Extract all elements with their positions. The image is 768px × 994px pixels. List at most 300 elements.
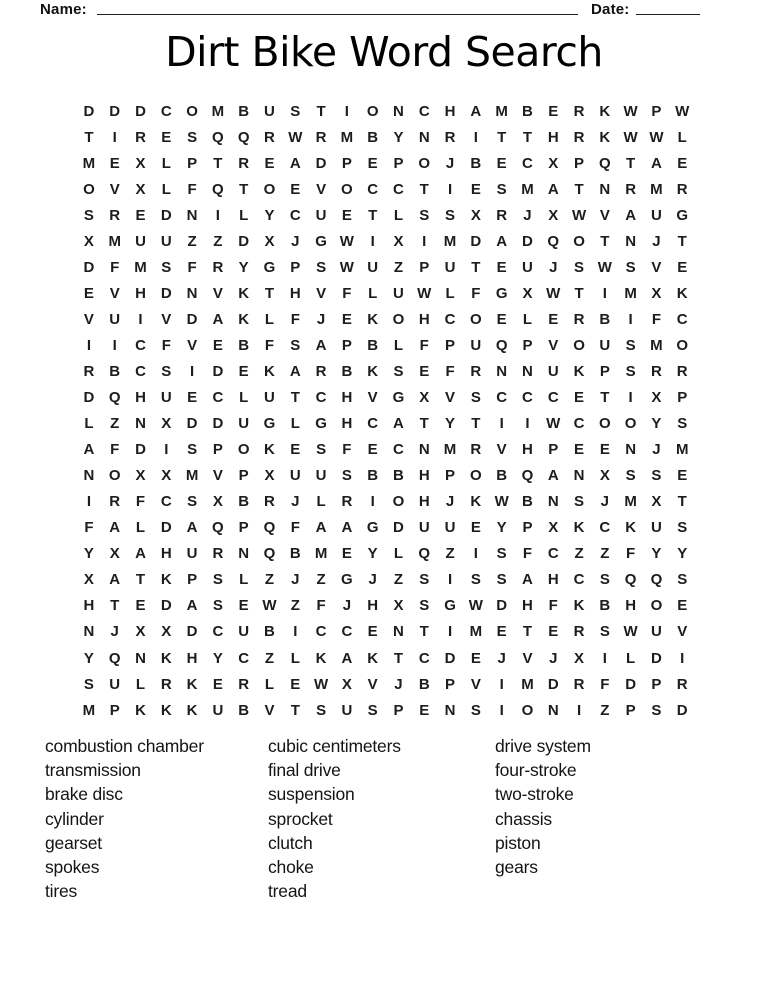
grid-letter: V [367,389,378,407]
grid-letter: H [522,597,533,615]
grid-letter: Q [237,128,250,146]
grid-letter: Z [600,545,610,563]
grid-letter: J [316,310,326,328]
grid-letter: J [549,258,558,276]
grid-letter: R [238,154,250,172]
grid-letter: E [367,441,378,459]
grid-letter: I [293,623,298,641]
grid-letter: J [342,597,352,615]
word-list-item: final drive [268,760,341,781]
grid-letter: M [495,102,508,120]
grid-letter: S [599,571,610,589]
grid-letter: T [677,232,687,250]
grid-letter: B [238,493,250,511]
grid-letter: T [677,493,687,511]
grid-letter: E [496,623,507,641]
grid-letter: D [212,415,224,433]
grid-letter: E [264,154,275,172]
grid-letter: P [651,102,662,120]
grid-letter: Z [213,232,223,250]
grid-letter: A [547,180,559,198]
grid-letter: R [109,493,121,511]
grid-letter: U [418,519,430,537]
grid-letter: U [470,336,482,354]
grid-letter: D [470,232,482,250]
grid-letter: U [109,310,121,328]
grid-letter: X [548,154,559,172]
grid-letter: A [186,597,198,615]
grid-letter: R [625,180,637,198]
grid-letter: Y [264,206,275,224]
word-list-item: transmission [45,760,141,781]
grid-letter: Z [393,258,404,276]
grid-letter: A [547,467,559,485]
grid-letter: X [135,623,146,641]
grid-letter: O [83,180,95,198]
grid-letter: G [315,415,327,433]
grid-letter: L [264,310,275,328]
grid-letter: S [83,206,94,224]
grid-letter: U [238,623,250,641]
grid-letter: L [239,389,249,407]
grid-letter: K [599,128,611,146]
grid-letter: X [161,415,172,433]
grid-letter: T [574,180,584,198]
grid-letter: E [496,258,507,276]
grid-letter: S [677,519,688,537]
grid-letter: I [499,701,504,719]
grid-letter: O [470,467,482,485]
grid-letter: K [676,284,688,302]
word-list-item: piston [495,832,541,853]
grid-letter: O [573,336,585,354]
grid-letter: D [238,232,250,250]
grid-letter: U [264,389,275,407]
grid-letter: C [341,623,353,641]
grid-letter: H [341,389,353,407]
grid-letter: T [290,701,300,719]
grid-letter: P [625,701,636,719]
grid-letter: D [522,232,533,250]
grid-letter: S [574,258,585,276]
grid-letter: A [341,519,353,537]
grid-letter: Y [367,545,378,563]
grid-letter: R [160,675,172,693]
grid-letter: X [109,545,120,563]
grid-letter: H [289,284,301,302]
grid-letter: W [417,284,432,302]
grid-letter: K [160,571,172,589]
grid-letter: X [574,649,585,667]
grid-letter: C [212,389,224,407]
grid-letter: W [546,284,561,302]
grid-letter: E [677,154,688,172]
grid-letter: Q [212,128,224,146]
grid-letter: S [212,571,223,589]
grid-letter: N [238,545,250,563]
grid-letter: C [367,415,379,433]
grid-letter: X [393,597,404,615]
grid-letter: S [470,389,481,407]
grid-letter: W [675,102,690,120]
grid-letter: B [238,102,250,120]
grid-letter: I [602,649,607,667]
grid-letter: O [392,310,405,328]
grid-letter: E [238,597,249,615]
grid-letter: D [160,206,172,224]
grid-letter: S [187,441,198,459]
grid-letter: A [109,571,121,589]
grid-letter: J [394,675,403,693]
grid-letter: Z [574,545,584,563]
grid-letter: X [135,467,146,485]
grid-letter: S [625,258,636,276]
grid-letter: B [238,336,250,354]
grid-letter: L [626,649,636,667]
grid-letter: P [599,362,610,380]
grid-letter: M [82,154,96,172]
grid-letter: N [496,362,508,380]
grid-letter: I [499,675,504,693]
grid-letter: S [290,336,301,354]
grid-letter: I [86,493,91,511]
grid-letter: R [109,206,121,224]
grid-letter: I [628,310,633,328]
grid-letter: S [161,362,172,380]
grid-letter: E [83,284,94,302]
grid-letter: S [187,128,198,146]
grid-letter: C [676,310,688,328]
word-list-item: suspension [268,784,355,805]
grid-letter: L [239,206,249,224]
grid-letter: X [651,284,662,302]
grid-letter: A [109,519,121,537]
grid-letter: S [393,362,404,380]
grid-letter: C [573,415,585,433]
grid-letter: T [368,206,378,224]
grid-letter: P [238,519,249,537]
grid-letter: V [522,649,533,667]
grid-letter: U [522,258,533,276]
grid-letter: T [471,258,481,276]
grid-letter: L [264,675,275,693]
grid-letter: B [367,467,379,485]
grid-letter: S [677,415,688,433]
grid-letter: B [367,336,379,354]
grid-letter: H [341,415,353,433]
grid-letter: D [651,649,662,667]
grid-letter: A [186,519,198,537]
grid-letter: S [290,102,301,120]
grid-letter: D [109,102,121,120]
grid-letter: I [370,232,375,250]
grid-letter: H [444,102,456,120]
grid-letter: U [135,232,146,250]
grid-letter: E [367,154,378,172]
grid-letter: Q [547,232,560,250]
grid-letter: I [447,623,453,641]
grid-letter: T [600,389,610,407]
grid-letter: F [110,441,120,459]
grid-letter: V [677,623,688,641]
grid-letter: O [186,102,198,120]
grid-letter: T [290,389,300,407]
grid-letter: M [521,675,534,693]
grid-letter: E [212,336,223,354]
grid-letter: K [238,284,250,302]
grid-letter: U [315,467,327,485]
grid-letter: X [83,571,94,589]
grid-letter: H [522,441,533,459]
grid-letter: L [290,415,300,433]
grid-letter: V [187,336,198,354]
grid-letter: T [497,128,507,146]
grid-letter: T [419,415,429,433]
grid-letter: M [675,441,689,459]
word-list-item: gears [495,857,538,878]
grid-letter: O [418,154,431,172]
grid-letter: S [161,258,172,276]
grid-letter: X [264,467,275,485]
grid-letter: A [135,545,146,563]
grid-letter: V [83,310,94,328]
grid-letter: D [186,415,198,433]
grid-letter: E [574,441,585,459]
grid-letter: H [186,649,198,667]
grid-letter: C [573,571,585,589]
grid-letter: L [239,571,249,589]
grid-letter: M [624,493,637,511]
grid-letter: J [291,232,300,250]
grid-letter: Q [263,519,276,537]
grid-letter: E [677,467,688,485]
grid-letter: K [186,701,198,719]
grid-letter: W [494,493,509,511]
grid-letter: D [160,597,172,615]
grid-letter: U [651,519,662,537]
grid-letter: L [84,415,94,433]
grid-letter: I [86,336,91,354]
grid-letter: N [599,180,611,198]
grid-letter: A [289,154,301,172]
grid-letter: V [109,284,120,302]
grid-letter: C [135,336,146,354]
grid-letter: S [212,597,223,615]
word-list-item: brake disc [45,784,123,805]
grid-letter: B [264,623,275,641]
grid-letter: I [525,415,530,433]
grid-letter: T [522,128,533,146]
grid-letter: T [626,154,636,172]
grid-letter: N [393,102,404,120]
grid-letter: D [186,623,198,641]
grid-letter: D [315,154,327,172]
grid-letter: E [238,362,249,380]
grid-letter: O [676,336,689,354]
date-label: Date: [591,1,630,18]
grid-letter: K [160,649,172,667]
grid-letter: L [290,649,300,667]
grid-letter: P [445,467,456,485]
grid-letter: L [393,206,404,224]
grid-letter: X [161,623,172,641]
grid-letter: E [496,310,507,328]
grid-letter: D [186,310,198,328]
grid-letter: W [468,597,483,615]
grid-letter: N [83,623,95,641]
grid-letter: C [418,102,430,120]
grid-letter: F [187,258,197,276]
grid-letter: B [522,102,533,120]
grid-letter: C [367,180,379,198]
grid-letter: R [676,180,688,198]
grid-letter: Q [108,649,121,667]
grid-letter: B [599,597,611,615]
grid-letter: Y [83,649,94,667]
grid-letter: O [341,180,353,198]
grid-letter: K [367,362,379,380]
grid-letter: F [445,362,455,380]
grid-letter: N [522,362,533,380]
grid-letter: P [290,258,301,276]
grid-letter: E [419,362,430,380]
grid-letter: Q [650,571,663,589]
grid-letter: E [548,102,559,120]
grid-letter: Y [651,545,662,563]
grid-letter: W [623,623,638,641]
grid-letter: C [547,389,559,407]
grid-letter: R [470,441,482,459]
grid-letter: C [522,389,533,407]
grid-letter: Y [238,258,249,276]
grid-letter: M [134,258,147,276]
grid-letter: N [573,467,585,485]
grid-letter: Y [393,128,404,146]
grid-letter: E [135,206,146,224]
page-title: Dirt Bike Word Search [165,28,603,76]
grid-letter: X [548,206,559,224]
grid-letter: C [289,206,301,224]
grid-letter: I [138,310,143,328]
grid-letter: Q [495,336,508,354]
grid-letter: Q [212,180,224,198]
grid-letter: W [649,128,664,146]
word-list-item: chassis [495,808,552,829]
grid-letter: U [186,545,198,563]
grid-letter: S [419,206,430,224]
grid-letter: T [239,180,249,198]
grid-letter: L [522,310,533,328]
grid-letter: V [470,675,481,693]
grid-letter: B [522,493,533,511]
grid-letter: D [676,701,688,719]
grid-letter: R [83,362,95,380]
grid-letter: K [264,362,275,380]
grid-letter: B [289,545,301,563]
grid-letter: X [264,232,275,250]
grid-letter: P [445,675,456,693]
grid-letter: J [652,441,661,459]
word-list-item: clutch [268,832,313,853]
grid-letter: K [264,441,275,459]
date-fill-in-line[interactable] [636,2,700,15]
grid-letter: L [393,336,404,354]
grid-letter: F [419,336,429,354]
grid-letter: R [496,206,508,224]
grid-letter: F [110,258,120,276]
grid-letter: L [161,180,171,198]
grid-letter: M [521,180,534,198]
word-list-item: spokes [45,857,100,878]
grid-letter: X [470,206,481,224]
grid-letter: E [135,597,146,615]
grid-letter: E [187,389,198,407]
grid-letter: E [496,154,507,172]
grid-letter: J [549,649,558,667]
grid-letter: F [342,284,352,302]
grid-letter: P [445,336,456,354]
grid-letter: K [470,493,482,511]
grid-letter: A [470,102,482,120]
grid-letter: E [574,389,585,407]
grid-letter: X [341,675,352,693]
grid-letter: Q [263,545,276,563]
word-list-item: gearset [45,832,102,853]
grid-letter: F [626,545,636,563]
grid-letter: U [367,258,379,276]
grid-letter: U [109,675,121,693]
grid-letter: M [443,232,457,250]
grid-letter: K [573,597,585,615]
grid-letter: I [499,415,504,433]
grid-letter: S [599,623,610,641]
grid-letter: I [576,701,582,719]
grid-letter: V [651,258,662,276]
grid-letter: D [393,519,404,537]
grid-letter: X [135,154,146,172]
grid-letter: C [315,623,327,641]
grid-letter: H [547,571,559,589]
grid-letter: U [444,258,456,276]
grid-letter: S [496,180,507,198]
grid-letter: Z [393,571,404,589]
grid-letter: I [112,128,117,146]
grid-letter: A [651,154,662,172]
grid-letter: J [652,232,661,250]
grid-letter: X [522,284,533,302]
grid-letter: E [212,675,223,693]
grid-letter: F [471,284,481,302]
grid-letter: K [160,701,172,719]
grid-letter: D [160,519,172,537]
name-fill-in-line[interactable] [97,2,578,15]
grid-letter: A [496,232,508,250]
grid-letter: X [651,389,662,407]
grid-letter: F [264,336,275,354]
grid-letter: F [290,310,300,328]
grid-letter: Q [599,154,611,172]
grid-letter: C [522,154,533,172]
grid-letter: P [522,519,533,537]
grid-letter: V [445,389,456,407]
grid-letter: M [469,623,483,641]
grid-letter: Y [496,519,507,537]
grid-letter: D [83,389,95,407]
word-list-item: combustion chamber [45,736,204,756]
grid-letter: U [289,467,301,485]
grid-letter: O [650,597,663,615]
grid-letter: A [83,441,95,459]
